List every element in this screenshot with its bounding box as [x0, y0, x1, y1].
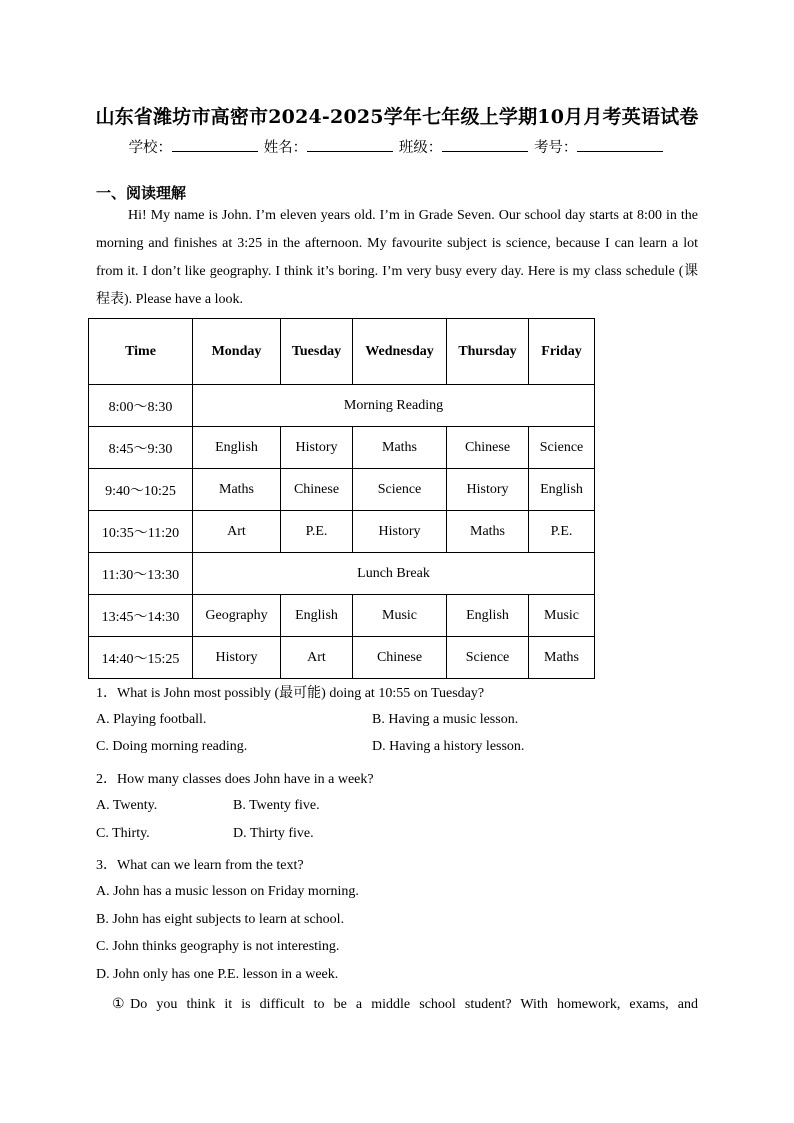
subject-cell: Science — [353, 469, 447, 511]
question-2-stem: 2．How many classes does John have in a week? — [96, 772, 374, 787]
time-cell: 13:45～14:30 — [89, 595, 193, 637]
subject-cell: English — [447, 595, 529, 637]
question-3-option-a: A. John has a music lesson on Friday morning. — [96, 884, 359, 899]
question-1-option-c: C. Doing morning reading. — [96, 739, 248, 754]
morning-reading-cell: Morning Reading — [193, 385, 595, 427]
subject-cell: Maths — [447, 511, 529, 553]
student-info-line — [0, 136, 794, 157]
reading-passage: Hi! My name is John. I’m eleven years old. I’m in Grade Seven. Our school day starts at 8:00 in the morning and finishes at 3:25 in the afternoon. My favourite subject is science, because I can learn a lot from it. I don’t like geography. I think it’s boring. I’m very busy every day. Here is my class schedule (课程表). Please have a look. — [96, 208, 698, 307]
subject-cell: Geography — [193, 595, 281, 637]
exam-title: 山东省潍坊市高密市2024-2025学年七年级上学期10月月考英语试卷 — [95, 106, 699, 128]
subject-cell: Maths — [193, 469, 281, 511]
question-3-option-c: C. John thinks geography is not interesting. — [96, 939, 340, 954]
subject-cell: Chinese — [353, 637, 447, 679]
name-label: 姓名： — [263, 140, 308, 156]
exam-number-blank — [577, 139, 663, 152]
question-2-option-b: B. Twenty five. — [233, 798, 320, 813]
subject-cell: History — [193, 637, 281, 679]
table-row — [89, 637, 595, 679]
subject-cell: Chinese — [281, 469, 353, 511]
subject-cell: Maths — [353, 427, 447, 469]
class-blank — [442, 139, 528, 152]
subject-cell: Chinese — [447, 427, 529, 469]
question-1-stem: 1．What is John most possibly (最可能) doing at 10:55 on Tuesday? — [96, 686, 485, 701]
question-3-option-b: B. John has eight subjects to learn at school. — [96, 912, 345, 927]
subject-cell: Science — [529, 427, 595, 469]
time-cell: 14:40～15:25 — [89, 637, 193, 679]
question-1-option-a: A. Playing football. — [96, 712, 207, 727]
table-row — [89, 469, 595, 511]
subject-cell: Art — [281, 637, 353, 679]
section-heading: 一、阅读理解 — [96, 184, 187, 202]
table-row — [89, 427, 595, 469]
header-monday: Monday — [193, 319, 281, 385]
subject-cell: English — [529, 469, 595, 511]
table-row — [89, 595, 595, 637]
table-row — [89, 553, 595, 595]
question-1-option-d: D. Having a history lesson. — [372, 739, 525, 754]
header-thursday: Thursday — [447, 319, 529, 385]
exam-number-label: 考号： — [533, 140, 578, 156]
time-cell: 10:35～11:20 — [89, 511, 193, 553]
class-label: 班级： — [398, 140, 443, 156]
subject-cell: P.E. — [281, 511, 353, 553]
table-row — [89, 511, 595, 553]
table-header-row — [89, 319, 595, 385]
question-3-stem: 3．What can we learn from the text? — [96, 858, 304, 873]
class-schedule-table — [88, 318, 595, 679]
time-cell: 8:45～9:30 — [89, 427, 193, 469]
subject-cell: Music — [529, 595, 595, 637]
question-2-option-d: D. Thirty five. — [233, 826, 314, 841]
time-cell: 9:40～10:25 — [89, 469, 193, 511]
name-blank — [307, 139, 393, 152]
question-3-option-d: D. John only has one P.E. lesson in a week. — [96, 967, 339, 982]
subject-cell: Science — [447, 637, 529, 679]
subject-cell: English — [281, 595, 353, 637]
school-label: 学校： — [128, 140, 173, 156]
subject-cell: English — [193, 427, 281, 469]
subject-cell: P.E. — [529, 511, 595, 553]
subject-cell: History — [353, 511, 447, 553]
time-cell: 11:30～13:30 — [89, 553, 193, 595]
school-blank — [172, 139, 258, 152]
time-cell: 8:00～8:30 — [89, 385, 193, 427]
header-time: Time — [89, 319, 193, 385]
subject-cell: History — [447, 469, 529, 511]
header-wednesday: Wednesday — [353, 319, 447, 385]
second-passage-start: ①Do you think it is difficult to be a middle school student? With homework, exams, and — [112, 997, 698, 1012]
subject-cell: Music — [353, 595, 447, 637]
subject-cell: Maths — [529, 637, 595, 679]
question-1-option-b: B. Having a music lesson. — [372, 712, 519, 727]
table-row — [89, 385, 595, 427]
header-friday: Friday — [529, 319, 595, 385]
header-tuesday: Tuesday — [281, 319, 353, 385]
question-2-option-a: A. Twenty. — [96, 798, 158, 813]
subject-cell: History — [281, 427, 353, 469]
lunch-break-cell: Lunch Break — [193, 553, 595, 595]
question-2-option-c: C. Thirty. — [96, 826, 150, 841]
subject-cell: Art — [193, 511, 281, 553]
